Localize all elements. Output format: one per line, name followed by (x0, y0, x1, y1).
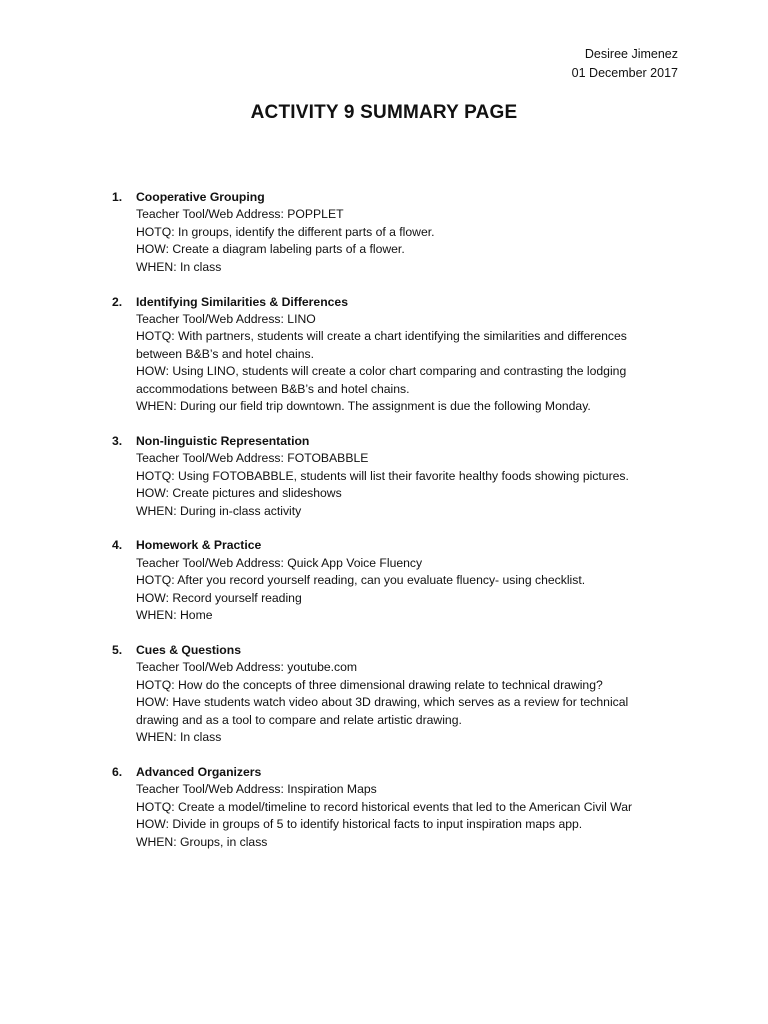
item-heading: Non-linguistic Representation (136, 433, 310, 448)
item-tool: Teacher Tool/Web Address: LINO (136, 311, 316, 326)
page-title: ACTIVITY 9 SUMMARY PAGE (250, 102, 518, 123)
document-date: 01 December 2017 (571, 66, 678, 80)
item-when: WHEN: In class (136, 729, 222, 744)
item-when: WHEN: In class (136, 259, 222, 274)
item-tool: Teacher Tool/Web Address: Quick App Voice Fluency (136, 555, 423, 570)
item-hotq: HOTQ: With partners, students will create a chart identifying the similarities and differences between B&B’s and hotel chains. (136, 329, 627, 361)
item-heading: Advanced Organizers (136, 764, 262, 779)
item-number: 2. (112, 294, 123, 309)
item-number: 3. (112, 433, 123, 448)
item-when: WHEN: During in-class activity (136, 503, 302, 518)
item-tool: Teacher Tool/Web Address: Inspiration Maps (136, 782, 377, 797)
item-hotq: HOTQ: How do the concepts of three dimensional drawing relate to technical drawing? (136, 677, 603, 692)
item-tool: Teacher Tool/Web Address: FOTOBABBLE (136, 451, 369, 466)
list-item (112, 764, 672, 851)
item-number: 6. (112, 764, 123, 779)
item-how: HOW: Create a diagram labeling parts of a flower. (136, 242, 405, 257)
item-how: HOW: Record yourself reading (136, 590, 302, 605)
item-heading: Identifying Similarities & Differences (136, 294, 348, 309)
author-name: Desiree Jimenez (584, 47, 678, 61)
item-tool: Teacher Tool/Web Address: POPPLET (136, 207, 344, 222)
item-how: HOW: Create pictures and slideshows (136, 486, 342, 501)
list-item (112, 642, 672, 746)
header-block (572, 45, 678, 83)
item-how: HOW: Using LINO, students will create a color chart comparing and contrasting the lodging accommodations between B&B’s and hotel chains. (136, 364, 627, 396)
activity-list (112, 189, 672, 868)
item-hotq: HOTQ: After you record yourself reading, can you evaluate fluency- using checklist. (136, 573, 586, 588)
item-when: WHEN: Home (136, 608, 213, 623)
item-hotq: HOTQ: In groups, identify the different parts of a flower. (136, 224, 435, 239)
item-tool: Teacher Tool/Web Address: youtube.com (136, 660, 358, 675)
item-number: 1. (112, 190, 123, 204)
list-item (112, 537, 672, 624)
item-number: 4. (112, 538, 123, 553)
item-when: WHEN: During our field trip downtown. The assignment is due the following Monday. (136, 398, 591, 413)
item-when: WHEN: Groups, in class (136, 834, 268, 849)
item-number: 5. (112, 642, 123, 657)
list-item (112, 294, 672, 416)
item-how: HOW: Have students watch video about 3D drawing, which serves as a review for technical drawing and as a tool to compare and relate artistic drawing. (136, 695, 629, 727)
item-heading: Cooperative Grouping (136, 190, 265, 204)
list-item (112, 189, 672, 276)
item-hotq: HOTQ: Create a model/timeline to record historical events that led to the American Civil War (136, 799, 633, 814)
item-heading: Cues & Questions (136, 642, 241, 657)
item-hotq: HOTQ: Using FOTOBABBLE, students will list their favorite healthy foods showing pictures. (136, 468, 629, 483)
list-item (112, 433, 672, 520)
item-how: HOW: Divide in groups of 5 to identify historical facts to input inspiration maps app. (136, 817, 583, 832)
item-heading: Homework & Practice (136, 538, 262, 553)
